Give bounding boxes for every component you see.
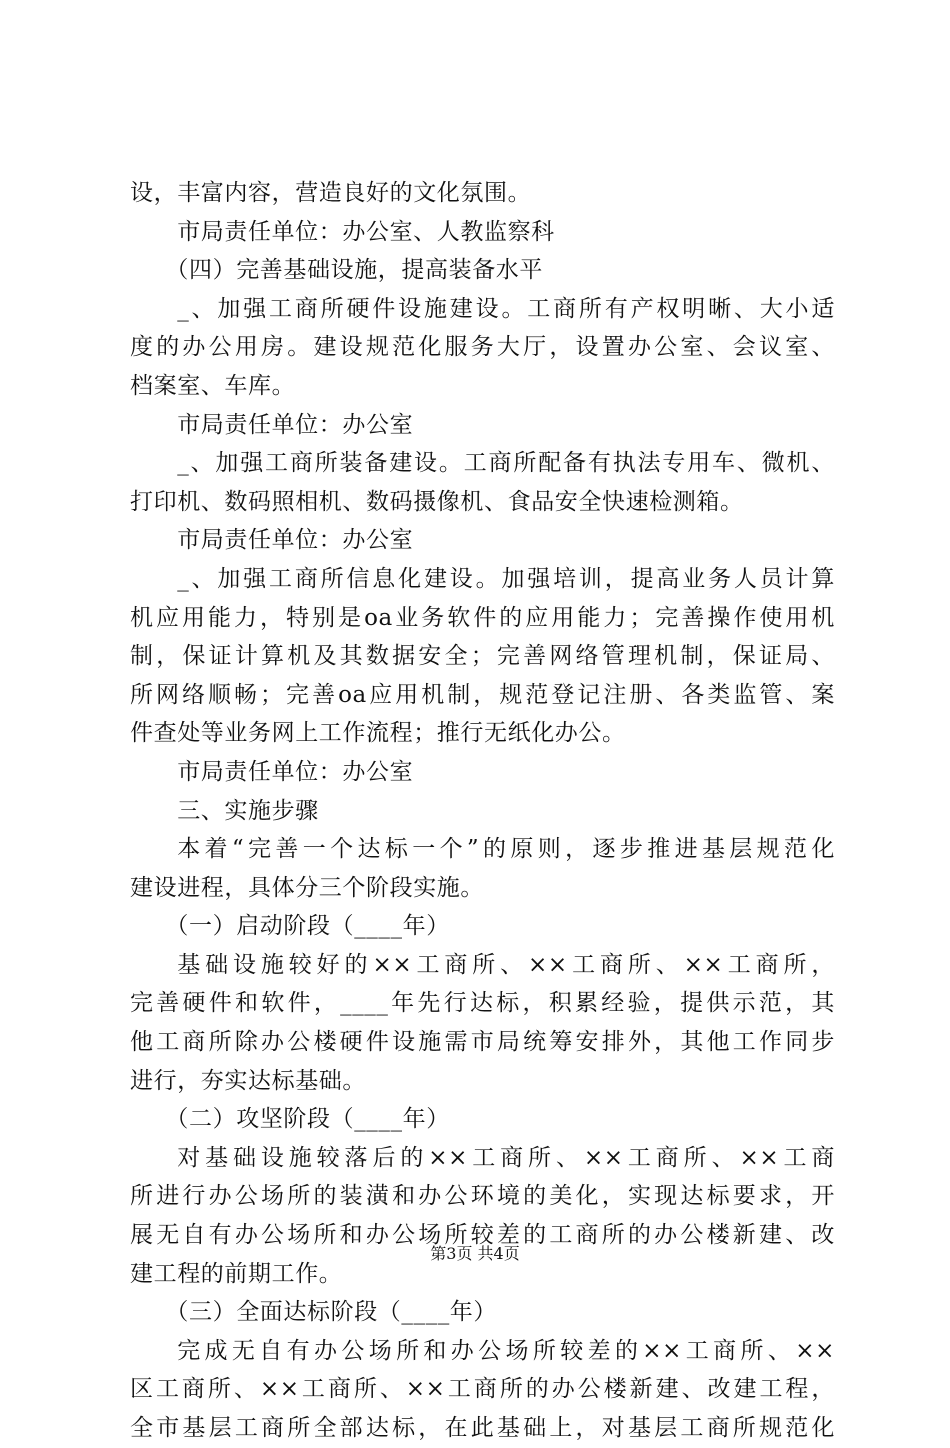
text-line: 三、实施步骤 xyxy=(177,797,319,824)
text-line: （四）完善基础设施，提高装备水平 xyxy=(165,257,543,284)
text-line: 本着“完善一个达标一个”的原则，逐步推进基层规范化 xyxy=(177,836,835,863)
text-line: 基础设施较好的××工商所、××工商所、××工商所， xyxy=(177,951,835,978)
text-line: 完成无自有办公场所和办公场所较差的××工商所、×× xyxy=(177,1337,835,1364)
text-line: 度的办公用房。建设规范化服务大厅，设置办公室、会议室、 xyxy=(130,334,835,361)
text-line: 市局责任单位：办公室、人教监察科 xyxy=(177,218,555,245)
text-line: 机应用能力，特别是oa业务软件的应用能力；完善操作使用机 xyxy=(130,604,835,631)
text-line: 对基础设施较落后的××工商所、××工商所、××工商 xyxy=(177,1144,835,1171)
text-line: 所进行办公场所的装潢和办公环境的美化，实现达标要求，开 xyxy=(130,1183,835,1210)
text-line: _、加强工商所装备建设。工商所配备有执法专用车、微机、 xyxy=(177,450,835,477)
text-line: 建设进程，具体分三个阶段实施。 xyxy=(130,874,484,901)
text-line: 市局责任单位：办公室 xyxy=(177,527,414,554)
text-line: 区工商所、××工商所、××工商所的办公楼新建、改建工程， xyxy=(130,1376,835,1403)
text-line: 他工商所除办公楼硬件设施需市局统筹安排外，其他工作同步 xyxy=(130,1029,835,1056)
text-line: （一）启动阶段（____年） xyxy=(165,913,450,940)
text-line: 打印机、数码照相机、数码摄像机、食品安全快速检测箱。 xyxy=(130,488,744,515)
text-line: 建工程的前期工作。 xyxy=(130,1260,343,1287)
text-line: 全市基层工商所全部达标，在此基础上，对基层工商所规范化 xyxy=(130,1415,835,1441)
text-line: 市局责任单位：办公室 xyxy=(177,758,414,785)
text-line: 完善硬件和软件，____年先行达标，积累经验，提供示范，其 xyxy=(130,990,835,1017)
text-line: （三）全面达标阶段（____年） xyxy=(165,1299,497,1326)
text-line: 档案室、车库。 xyxy=(130,372,296,399)
text-line: _、加强工商所硬件设施建设。工商所有产权明晰、大小适 xyxy=(177,295,835,322)
text-line: 展无自有办公场所和办公场所较差的工商所的办公楼新建、改 xyxy=(130,1222,835,1249)
text-line: 所网络顺畅；完善oa应用机制，规范登记注册、各类监管、案 xyxy=(130,681,835,708)
page-footer: 第3页 共4页 xyxy=(430,1244,520,1263)
text-line: 件查处等业务网上工作流程；推行无纸化办公。 xyxy=(130,720,626,747)
text-line: _、加强工商所信息化建设。加强培训，提高业务人员计算 xyxy=(177,565,835,592)
text-line: 进行，夯实达标基础。 xyxy=(130,1067,366,1094)
text-line: 制，保证计算机及其数据安全；完善网络管理机制，保证局、 xyxy=(130,643,835,670)
text-line: （二）攻坚阶段（____年） xyxy=(165,1106,450,1133)
text-line: 市局责任单位：办公室 xyxy=(177,411,414,438)
text-line: 设，丰富内容，营造良好的文化氛围。 xyxy=(130,180,532,206)
